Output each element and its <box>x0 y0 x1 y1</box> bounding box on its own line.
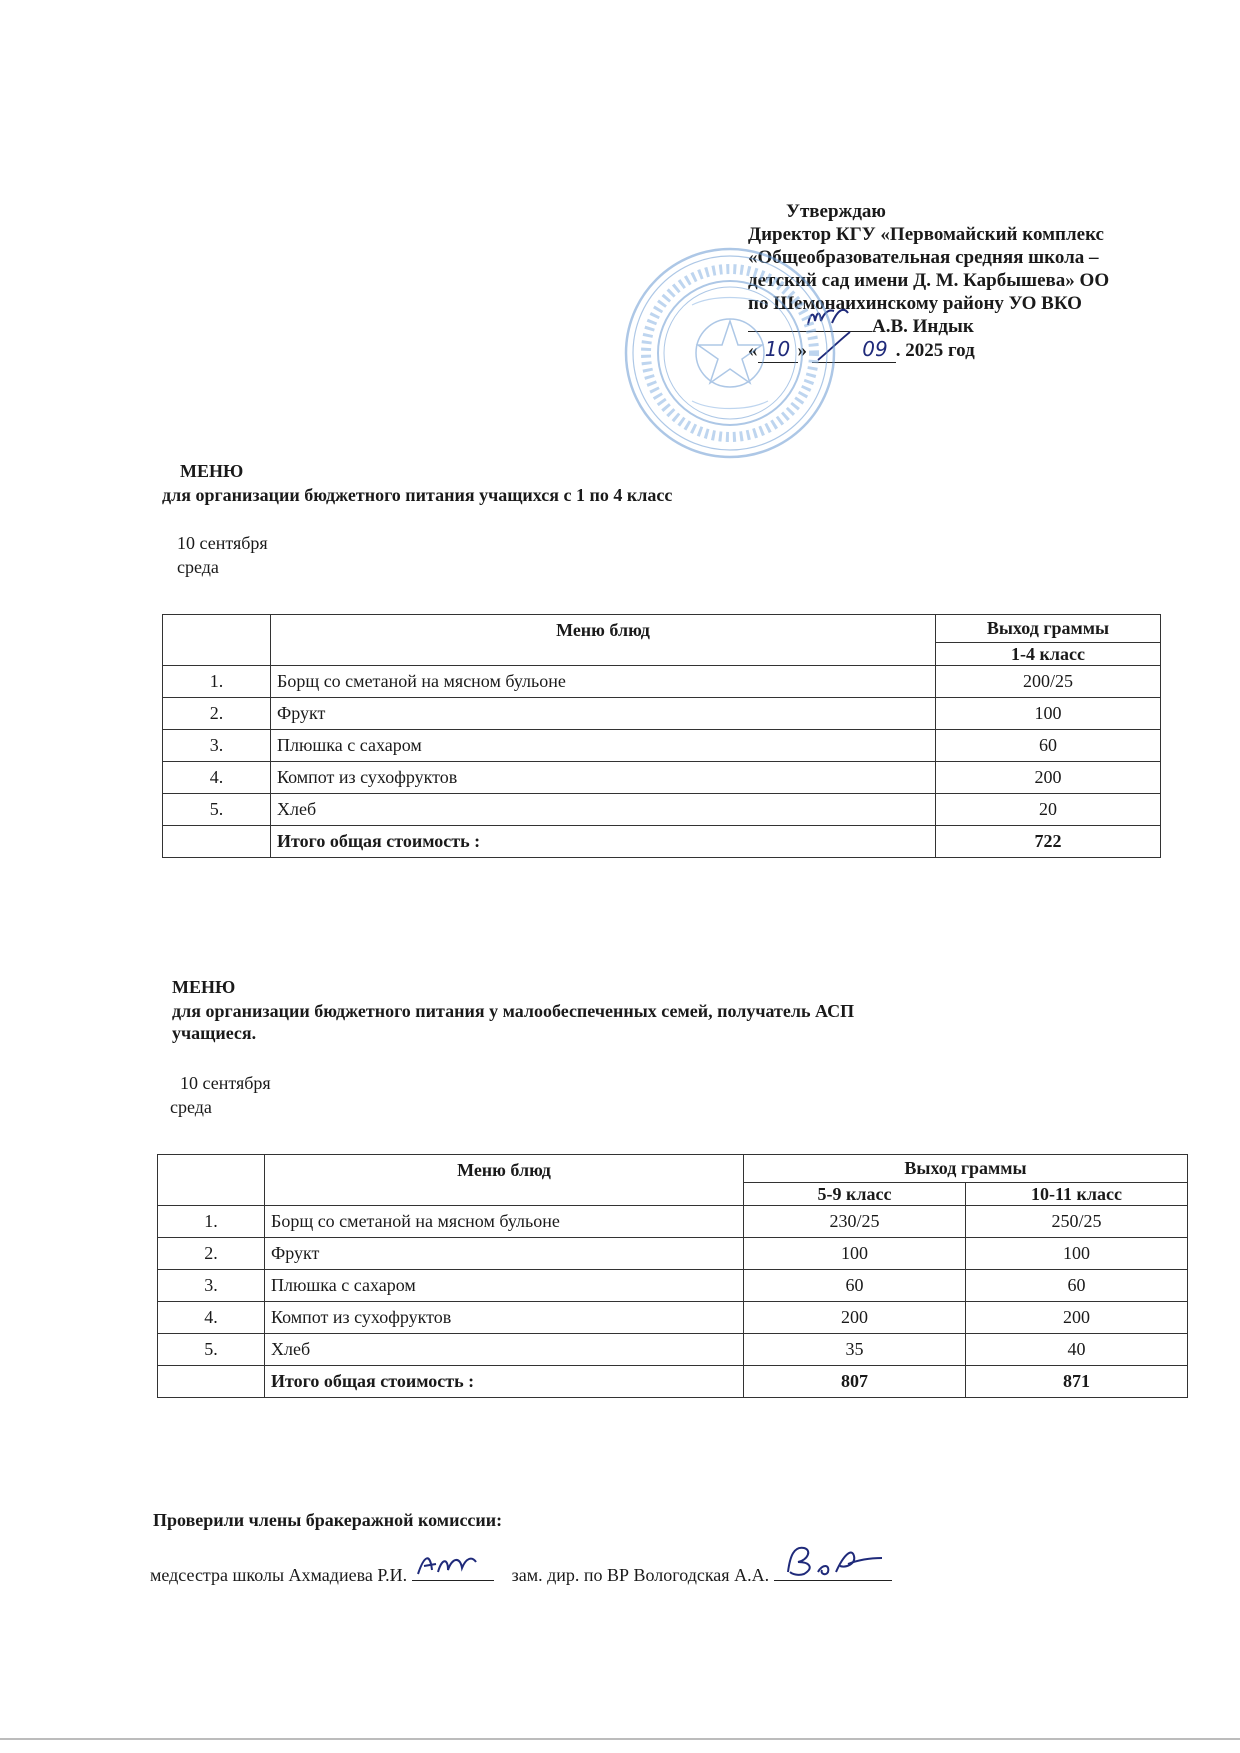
dish-name: Борщ со сметаной на мясном бульоне <box>271 666 936 698</box>
approval-school-line: «Общеобразовательная средняя школа – <box>748 247 1099 268</box>
menu2-date: 10 сентября <box>180 1073 271 1093</box>
dish-name: Компот из сухофруктов <box>271 762 936 794</box>
menu1-title: МЕНЮ <box>180 461 244 481</box>
table-row <box>158 1206 1188 1238</box>
menu1-table <box>162 614 1161 858</box>
dish-name: Хлеб <box>271 794 936 826</box>
dish-grams: 20 <box>936 794 1161 826</box>
menu1-weekday: среда <box>177 557 219 577</box>
menu2-header-output: Выход граммы <box>744 1155 1188 1183</box>
menu2-subtitle-2: учащиеся. <box>172 1023 257 1043</box>
approval-director-line: Директор КГУ «Первомайский комплекс <box>748 224 1104 245</box>
menu1-date: 10 сентября <box>177 533 268 553</box>
dish-grams: 60 <box>936 730 1161 762</box>
total-value-b: 871 <box>966 1366 1188 1398</box>
deputy-name: зам. дир. по ВР Вологодская А.А. <box>511 1565 770 1585</box>
dish-grams: 100 <box>936 698 1161 730</box>
dish-name: Плюшка с сахаром <box>271 730 936 762</box>
menu1-heading <box>180 460 243 482</box>
dish-grams-b: 60 <box>966 1270 1188 1302</box>
row-number: 5. <box>158 1334 265 1366</box>
dish-grams-a: 200 <box>744 1302 966 1334</box>
table-row <box>158 1302 1188 1334</box>
dish-grams-a: 230/25 <box>744 1206 966 1238</box>
dish-grams-a: 60 <box>744 1270 966 1302</box>
dish-name: Борщ со сметаной на мясном бульоне <box>265 1206 744 1238</box>
approval-day: 10 <box>764 337 791 361</box>
dish-grams: 200/25 <box>936 666 1161 698</box>
menu1-subtitle: для организации бюджетного питания учащихся с 1 по 4 класс <box>162 485 673 505</box>
row-number: 1. <box>158 1206 265 1238</box>
table-row <box>163 698 1161 730</box>
approval-heading: Утверждаю <box>786 201 886 222</box>
menu2-title: МЕНЮ <box>172 977 236 997</box>
row-number: 5. <box>163 794 271 826</box>
table-row <box>163 826 1161 858</box>
menu2-weekday: среда <box>170 1097 212 1117</box>
row-number: 4. <box>163 762 271 794</box>
menu2-class-b-header: 10-11 класс <box>966 1183 1188 1206</box>
date-quote-open: « <box>748 340 758 361</box>
table-row <box>158 1334 1188 1366</box>
approval-month: 09 <box>862 337 888 361</box>
row-number: 1. <box>163 666 271 698</box>
nurse-signature-blank <box>412 1580 494 1581</box>
total-label: Итого общая стоимость : <box>265 1366 744 1398</box>
dish-grams: 200 <box>936 762 1161 794</box>
table-row <box>158 1270 1188 1302</box>
date-quote-close: » <box>797 340 807 361</box>
row-number: 2. <box>163 698 271 730</box>
approval-school-name-line: детский сад имени Д. М. Карбышева» ОО <box>748 270 1110 291</box>
dish-name: Хлеб <box>265 1334 744 1366</box>
deputy-signature-blank <box>774 1580 892 1581</box>
menu1-header-dishes: Меню блюд <box>271 615 936 666</box>
table-row <box>158 1155 1188 1183</box>
dish-grams-b: 250/25 <box>966 1206 1188 1238</box>
menu2-header-dishes: Меню блюд <box>265 1155 744 1206</box>
dish-grams-a: 35 <box>744 1334 966 1366</box>
menu1-class-header: 1-4 класс <box>936 643 1161 666</box>
total-value: 722 <box>936 826 1161 858</box>
row-number: 3. <box>163 730 271 762</box>
total-label: Итого общая стоимость : <box>271 826 936 858</box>
table-row <box>163 762 1161 794</box>
table-row <box>163 615 1161 643</box>
table-row <box>158 1366 1188 1398</box>
menu2-subtitle: для организации бюджетного питания у малообеспеченных семей, получатель АСП <box>172 1001 855 1021</box>
dish-grams-a: 100 <box>744 1238 966 1270</box>
table-row <box>158 1238 1188 1270</box>
approval-year: . 2025 год <box>895 340 975 361</box>
dish-name: Плюшка с сахаром <box>265 1270 744 1302</box>
school-seal-icon <box>622 245 838 461</box>
commission-title: Проверили члены бракеражной комиссии: <box>153 1510 503 1530</box>
menu1-header-output: Выход граммы <box>936 615 1161 643</box>
deputy-signature-icon <box>774 1542 892 1582</box>
menu2-table <box>157 1154 1188 1398</box>
row-number: 3. <box>158 1270 265 1302</box>
row-number: 4. <box>158 1302 265 1334</box>
dish-grams-b: 100 <box>966 1238 1188 1270</box>
commission-signers <box>150 1565 892 1586</box>
dish-grams-b: 200 <box>966 1302 1188 1334</box>
dish-name: Фрукт <box>271 698 936 730</box>
dish-grams-b: 40 <box>966 1334 1188 1366</box>
scan-edge-line <box>0 1738 1240 1740</box>
director-name: А.В. Индык <box>872 316 974 337</box>
table-row <box>163 666 1161 698</box>
table-row <box>163 794 1161 826</box>
dish-name: Компот из сухофруктов <box>265 1302 744 1334</box>
row-number: 2. <box>158 1238 265 1270</box>
approval-district-line: по Шемонаихинскому району УО ВКО <box>748 293 1082 314</box>
nurse-name: медсестра школы Ахмадиева Р.И. <box>150 1565 408 1585</box>
total-value-a: 807 <box>744 1366 966 1398</box>
table-row <box>163 730 1161 762</box>
dish-name: Фрукт <box>265 1238 744 1270</box>
nurse-signature-icon <box>412 1548 494 1582</box>
menu2-class-a-header: 5-9 класс <box>744 1183 966 1206</box>
